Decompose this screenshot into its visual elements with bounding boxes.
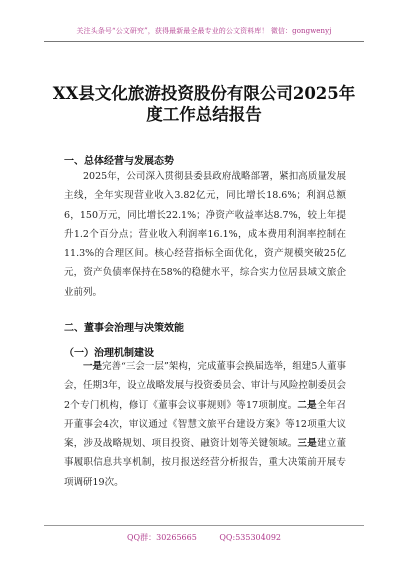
section-1-text: 2025年，公司深入贯彻县委县政府战略部署，紧扣高质量发展主线，全年实现营业收入3.82亿元，同比增长18.6%；利润总额6，150万元，同比增长22.1%；净资产收益率达8.7%，较上年提升1.2个百分点；营业收入利润率16.1%，成本费用利润率控制在11.3%的合理区间。核心经营指标全面优化，资产规模突破25亿元，资产负债率保持在58%的稳健水平，综合实力位居县域文旅企业前列。 (64, 171, 346, 298)
section-2-subheading: （一）治理机制建设 (64, 348, 154, 359)
section-1-heading: 一、总体经营与发展态势 (64, 156, 174, 167)
header-divider (44, 41, 364, 42)
footer-divider (44, 525, 364, 526)
point-1-text: 完善“三会一层”架构，完成董事会换届选举，组建5人董事会，任期3年，设立战略发展与投资委员会、审计与风险控制委员会2个专门机构，修订《董事会议事规则》等17项制度。 (64, 361, 346, 411)
section-2-paragraph (64, 357, 346, 492)
header-note: 关注头条号“公文研究”，获得最新最全最专业的公文资料库！ 微信：gongwenyj (76, 27, 332, 35)
point-1-lead: 一是 (83, 361, 103, 372)
title-line-1: XX县文化旅游投资股份有限公司2025年 (52, 84, 356, 103)
title-line-2: 度工作总结报告 (146, 105, 262, 124)
document-title (40, 83, 368, 125)
point-2-lead: 二是 (297, 399, 317, 411)
footer-qq-group: QQ群：30265665 (126, 533, 197, 542)
section-1-paragraph (64, 167, 346, 302)
section-2-heading: 二、董事会治理与决策效能 (64, 323, 184, 334)
point-3-lead: 三是 (297, 438, 318, 450)
point-2-text: 全年召开董事会4次，审议通过《智慧文旅平台建设方案》等12项重大议案，涉及战略规划、项目投资、融资计划等关键领域。 (64, 399, 346, 450)
point-3-text: 建立董事履职信息共享机制，按月报送经营分析报告，重大决策前开展专项调研19次。 (64, 438, 346, 488)
footer (0, 532, 408, 543)
footer-qq-contact: QQ:535304092 (219, 533, 281, 542)
